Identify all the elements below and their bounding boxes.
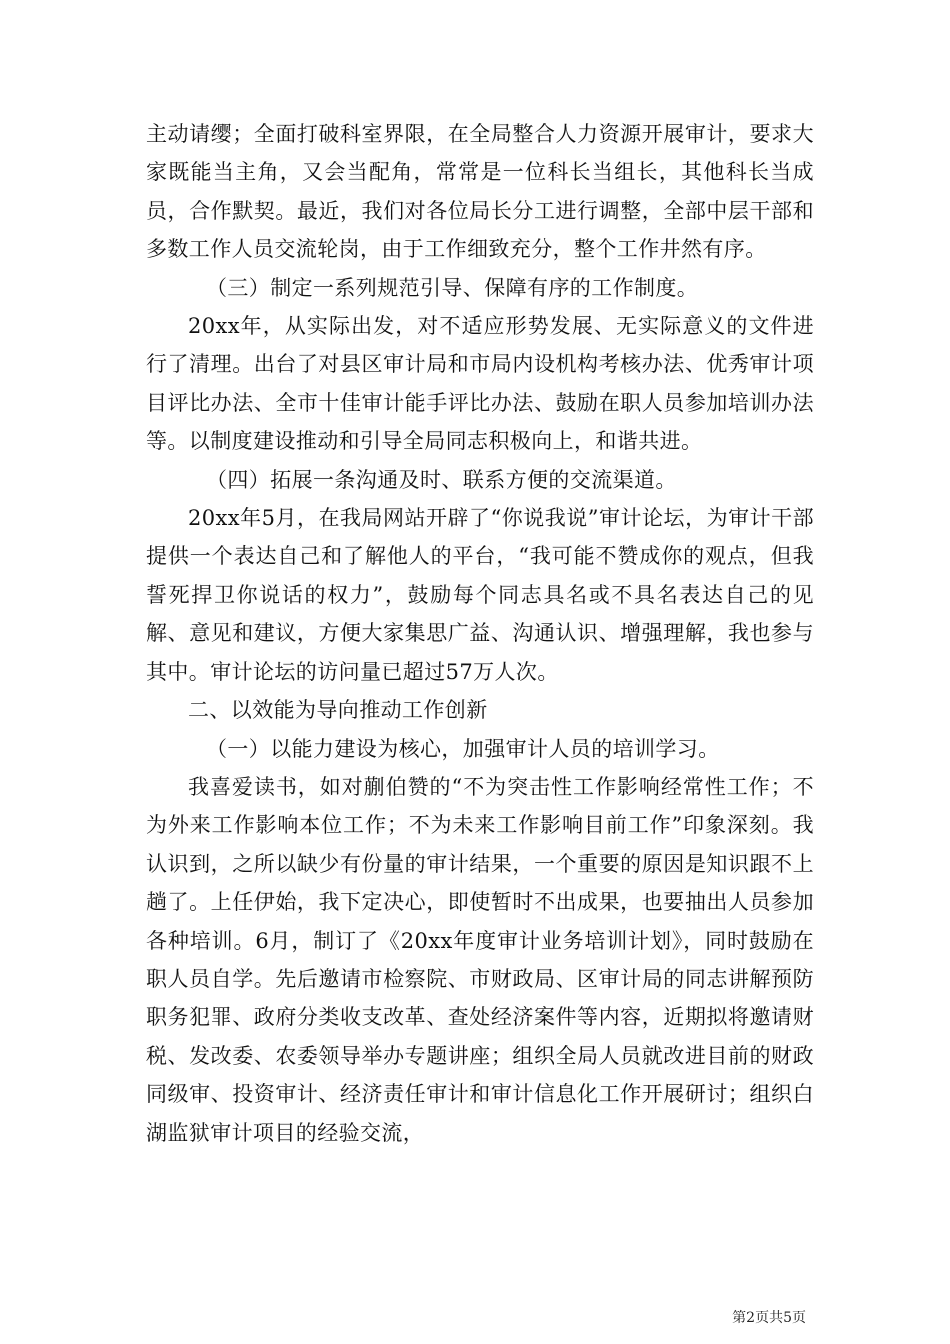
page-number: 第2页共5页 [732,1310,806,1326]
section-heading-1: （一）以能力建设为核心，加强审计人员的培训学习。 [206,736,720,761]
chapter-heading-2: 二、以效能为导向推动工作创新 [188,698,488,723]
paragraph-3: 20xx年，从实际出发，对不适应形势发展、无实际意义的文件进行了清理。出台了对县区审计局和市局内设机构考核办法、优秀审计项目评比办法、全市十佳审计能手评比办法、鼓励在职人员参加培训办法等。以制度建设推动和引导全局同志积极向上，和谐共进。 [146,314,814,454]
paragraph-8: 我喜爱读书，如对蒯伯赞的“不为突击性工作影响经常性工作；不为外来工作影响本位工作；不为未来工作影响目前工作”印象深刻。我认识到，之所以缺少有份量的审计结果，一个重要的原因是知识跟不上趟了。上任伊始，我下定决心，即使暂时不出成果，也要抽出人员参加各种培训。6月，制订了《20xx年度审计业务培训计划》，同时鼓励在职人员自学。先后邀请市检察院、市财政局、区审计局的同志讲解预防职务犯罪、政府分类收支改革、查处经济案件等内容，近期拟将邀请财税、发改委、农委领导举办专题讲座；组织全局人员就改进目前的财政同级审、投资审计、经济责任审计和审计信息化工作开展研讨；组织白湖监狱审计项目的经验交流， [146,774,814,1145]
section-heading-4: （四）拓展一条沟通及时、联系方便的交流渠道。 [206,467,677,492]
paragraph-5: 20xx年5月，在我局网站开辟了“你说我说”审计论坛，为审计干部提供一个表达自己和了解他人的平台，“我可能不赞成你的观点，但我誓死捍卫你说话的权力”，鼓励每个同志具名或不具名表达自己的见解、意见和建议，方便大家集思广益、沟通认识、增强理解，我也参与其中。审计论坛的访问量已超过57万人次。 [146,506,814,684]
section-heading-3: （三）制定一系列规范引导、保障有序的工作制度。 [206,275,699,300]
paragraph-1: 主动请缨；全面打破科室界限，在全局整合人力资源开展审计，要求大家既能当主角，又会当配角，常常是一位科长当组长，其他科长当成员，合作默契。最近，我们对各位局长分工进行调整，全部中层干部和多数工作人员交流轮岗，由于工作细致充分，整个工作井然有序。 [146,122,814,262]
document-body [146,115,814,1152]
